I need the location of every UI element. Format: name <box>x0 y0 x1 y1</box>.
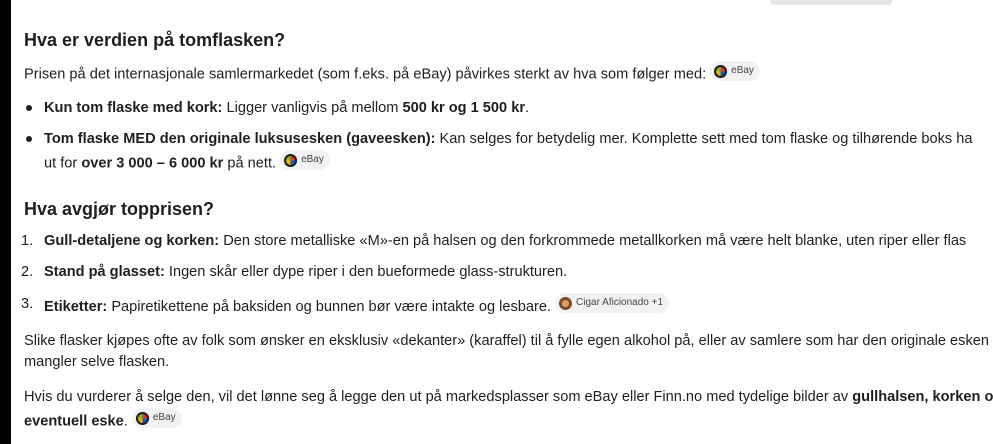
bullet-icon <box>26 136 32 142</box>
paragraph-buyers-line1: Slike flasker kjøpes ofte av folk som ønsker en eksklusiv «dekanter» (karaffel) til å fylle egen alkohol på, eller av samlere som har den originale esken <box>24 333 989 349</box>
bullet-item-box-line1 <box>44 128 972 150</box>
list-number: 1. <box>21 233 34 249</box>
paragraph-selling-line1 <box>24 386 993 408</box>
list-text: Den store metalliske «M»-en på halsen og den forkrommede metallkorken må være helt blanke, uten riper eller flas <box>219 233 967 249</box>
paragraph-buyers-line2: mangler selve flasken. <box>24 354 170 370</box>
chip-label: eBay <box>731 65 754 76</box>
intro-paragraph <box>24 61 760 86</box>
list-text: Ingen skår eller dype riper i den bueformede glass-strukturen. <box>164 264 568 280</box>
list-number: 3. <box>21 296 34 312</box>
bullet-label: Kun tom flaske med kork: <box>44 100 223 116</box>
bullet-text-end: . <box>525 100 530 116</box>
chip-label: eBay <box>301 154 324 165</box>
source-chip-ebay[interactable] <box>132 408 182 428</box>
paragraph-bold: eventuell eske <box>24 413 124 430</box>
section-heading-top-price: Hva avgjør topprisen? <box>24 199 215 219</box>
ebay-logo-icon <box>284 154 297 167</box>
ebay-logo-icon <box>136 412 149 425</box>
list-item-labels <box>21 293 669 318</box>
paragraph-text: Hvis du vurderer å selge den, vil det lønne seg å legge den ut på markedsplasser som eBay eller Finn.no med tydelige bilder av <box>24 389 853 405</box>
bullet-text-end: på nett. <box>223 155 277 172</box>
bullet-item-cork <box>44 97 529 119</box>
bullet-value: 500 kr og 1 500 kr <box>402 100 526 116</box>
source-chip-cigar-aficionado[interactable] <box>555 293 669 313</box>
list-item-gold <box>21 230 967 252</box>
ebay-logo-icon <box>714 65 727 78</box>
chip-label: Cigar Aficionado +1 <box>576 297 664 308</box>
list-number: 2. <box>21 264 34 280</box>
list-label: Gull-detaljene og korken: <box>44 233 220 249</box>
paragraph-text-end: . <box>123 413 128 430</box>
bullet-icon <box>26 105 32 111</box>
horizontal-scrollbar[interactable] <box>770 0 892 5</box>
section-heading-value: Hva er verdien på tomflasken? <box>24 30 286 50</box>
intro-text: Prisen på det internasjonale samlermarkedet (som f.eks. på eBay) påvirkes sterkt av hva som følger med: <box>24 66 707 83</box>
list-text: Papiretikettene på baksiden og bunnen bør være intakte og lesbare. <box>107 298 552 315</box>
paragraph-bold: gullhalsen, korken o <box>852 389 993 405</box>
cigar-aficionado-logo-icon <box>559 297 572 310</box>
bullet-text: Ligger vanligvis på mellom <box>222 100 403 116</box>
paragraph-selling-line2 <box>24 408 182 433</box>
list-item-glass <box>21 261 568 283</box>
bullet-label: Tom flaske MED den originale luksusesken (gaveesken): <box>44 131 436 147</box>
bullet-text: Kan selges for betydelig mer. Komplette sett med tom flaske og tilhørende boks ha <box>435 131 973 147</box>
source-chip-ebay[interactable] <box>710 61 760 81</box>
bullet-item-box-line2 <box>44 150 330 175</box>
bullet-value: over 3 000 – 6 000 kr <box>81 155 224 172</box>
bullet-text: ut for <box>44 155 82 172</box>
source-chip-ebay[interactable] <box>280 150 330 170</box>
chip-label: eBay <box>152 412 176 423</box>
left-edge-bar <box>0 0 11 444</box>
list-label: Etiketter: <box>44 298 108 315</box>
list-label: Stand på glasset: <box>44 264 165 280</box>
